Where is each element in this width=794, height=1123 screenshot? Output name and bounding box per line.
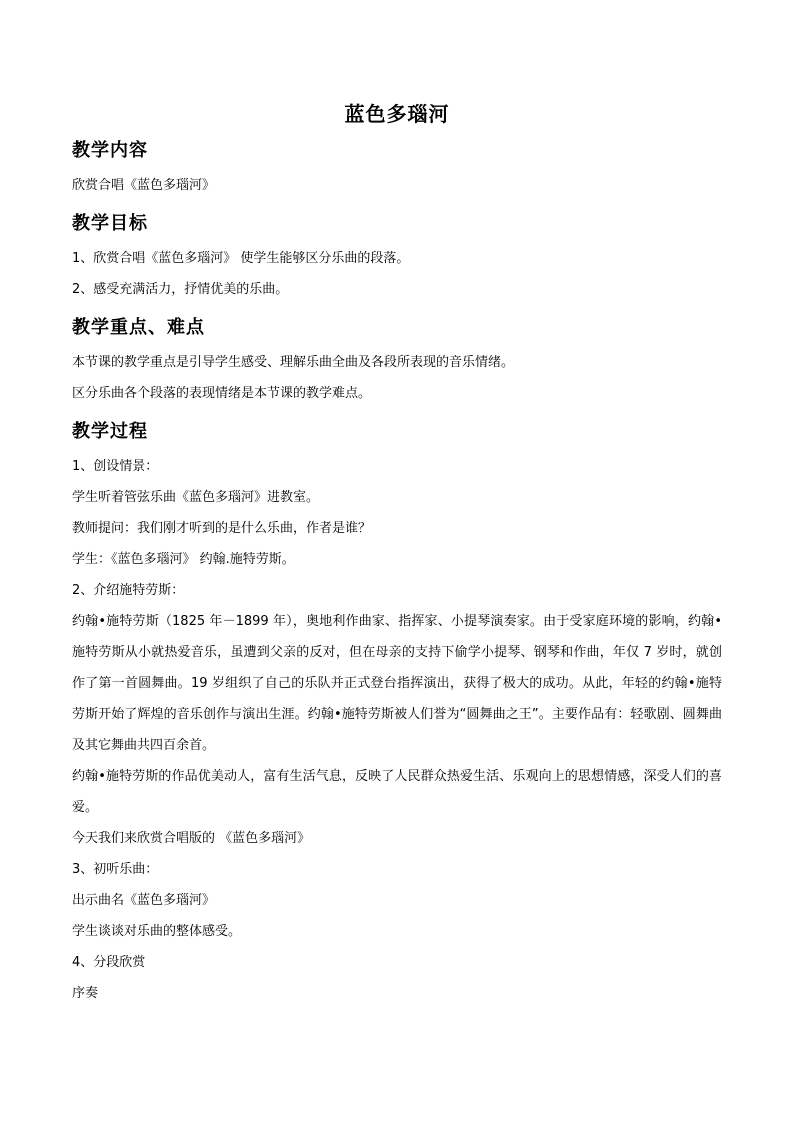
paragraph: 序奏 xyxy=(72,986,99,1001)
paragraph: 区分乐曲各个段落的表现情绪是本节课的教学难点。 xyxy=(72,386,372,401)
section-key-points xyxy=(72,315,722,409)
paragraph: 2、介绍施特劳斯： xyxy=(72,583,185,598)
paragraph: 2、感受充满活力，抒情优美的乐曲。 xyxy=(72,282,289,297)
section-teaching-process xyxy=(72,419,722,1009)
paragraph: 学生：《蓝色多瑙河》 约翰.施特劳斯。 xyxy=(72,552,295,567)
page-title: 蓝色多瑙河 xyxy=(344,102,450,126)
section-teaching-content xyxy=(72,138,722,201)
section-heading: 教学过程 xyxy=(72,421,148,442)
section-heading: 教学目标 xyxy=(72,213,148,234)
paragraph: 1、创设情景： xyxy=(72,459,159,474)
section-teaching-goals xyxy=(72,211,722,305)
paragraph: 约翰•施特劳斯的作品优美动人，富有生活气息，反映了人民群众热爱生活、乐观向上的思想情感，深受人们的喜爱。 xyxy=(72,769,722,815)
paragraph: 出示曲名《蓝色多瑙河》 xyxy=(72,893,216,908)
paragraph: 今天我们来欣赏合唱版的 《蓝色多瑙河》 xyxy=(72,831,311,846)
paragraph: 1、欣赏合唱《蓝色多瑙河》 使学生能够区分乐曲的段落。 xyxy=(72,251,410,266)
paragraph: 本节课的教学重点是引导学生感受、理解乐曲全曲及各段所表现的音乐情绪。 xyxy=(72,355,515,370)
paragraph: 教师提问：我们刚才听到的是什么乐曲，作者是谁？ xyxy=(72,521,372,536)
paragraph: 学生听着管弦乐曲《蓝色多瑙河》进教室。 xyxy=(72,490,320,505)
section-heading: 教学内容 xyxy=(72,140,148,161)
paragraph: 4、分段欣赏 xyxy=(72,955,146,970)
paragraph: 3、初听乐曲： xyxy=(72,862,159,877)
paragraph: 欣赏合唱《蓝色多瑙河》 xyxy=(72,178,216,193)
section-heading: 教学重点、难点 xyxy=(72,317,205,338)
paragraph: 学生谈谈对乐曲的整体感受。 xyxy=(72,924,242,939)
document-page xyxy=(72,100,722,1009)
paragraph: 约翰•施特劳斯（1825 年－1899 年），奥地利作曲家、指挥家、小提琴演奏家。由于受家庭环境的影响，约翰•施特劳斯从小就热爱音乐，虽遭到父亲的反对，但在母亲的支持下偷学小提琴、钢琴和作曲，年仅 7 岁时，就创作了第一首圆舞曲。19 岁组织了自己的乐队并正式登台指挥演出，获得了极大的成功。从此，年轻的约翰•施特劳斯开始了辉煌的音乐创作与演出生涯。约翰•施特劳斯被人们誉为“圆舞曲之王”。主要作品有：轻歌剧、圆舞曲及其它舞曲共四百余首。 xyxy=(72,614,722,753)
